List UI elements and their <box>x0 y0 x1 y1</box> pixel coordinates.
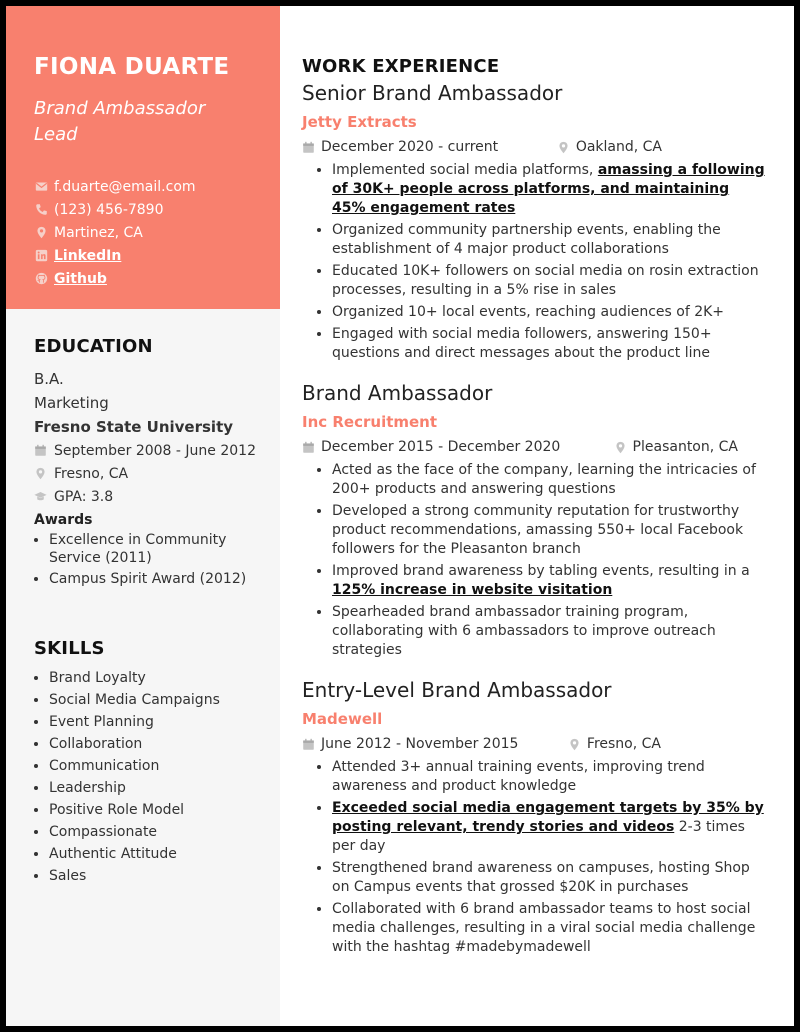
degree: B.A. <box>34 370 64 388</box>
company-name: Jetty Extracts <box>302 113 417 131</box>
work-heading: WORK EXPERIENCE <box>302 56 500 77</box>
email-text[interactable]: f.duarte@email.com <box>54 178 196 195</box>
job-title: Brand Ambassador <box>302 381 493 405</box>
phone-icon <box>35 203 48 216</box>
sidebar <box>6 6 280 1026</box>
school-name: Fresno State University <box>34 418 234 436</box>
bullet-highlight: 125% increase in website visitation <box>332 582 613 598</box>
job-location: Oakland, CA <box>575 139 662 155</box>
contact-phone[interactable] <box>35 198 196 221</box>
job-bullet: • Acted as the face of the company, learning the intricacies of 200+ products and answering questions <box>332 461 766 499</box>
job-bullets <box>302 161 766 363</box>
job-bullets <box>302 758 766 957</box>
skill-item: • Authentic Attitude <box>49 845 274 863</box>
job-entry <box>302 381 766 660</box>
contact-github[interactable] <box>35 267 196 290</box>
github-icon <box>35 272 48 285</box>
job-bullet <box>332 799 766 856</box>
job-dates: December 2015 - December 2020 <box>321 439 561 455</box>
skill-item: • Event Planning <box>49 713 274 731</box>
map-pin-icon <box>568 738 581 751</box>
skills-heading: SKILLS <box>34 638 105 659</box>
job-entry <box>302 81 766 363</box>
contact-email[interactable] <box>35 175 196 198</box>
candidate-title: Brand Ambassador Lead <box>34 98 206 145</box>
map-pin-icon <box>614 441 627 454</box>
bullet-highlight: Exceeded social media engagement targets by 35% by posting relevant, trendy stories and videos <box>332 800 764 835</box>
education-section <box>34 336 274 591</box>
header-block <box>6 6 280 309</box>
contact-linkedin[interactable] <box>35 244 196 267</box>
company-name: Inc Recruitment <box>302 413 438 431</box>
job-bullet: • Developed a strong community reputation for trustworthy product recommendations, amassing 550+ local Facebook followers for the Pleasanton branch <box>332 502 766 559</box>
awards-list <box>34 531 274 588</box>
job-dates: December 2020 - current <box>321 139 499 155</box>
job-bullet: • Organized 10+ local events, reaching audiences of 2K+ <box>332 303 766 322</box>
calendar-icon <box>302 441 315 454</box>
envelope-icon <box>35 180 48 193</box>
skill-item: • Communication <box>49 757 274 775</box>
job-bullet: • Educated 10K+ followers on social media on rosin extraction processes, resulting in a 5% rise in sales <box>332 262 766 300</box>
job-bullet: • Organized community partnership events, enabling the establishment of 4 major product collaborations <box>332 221 766 259</box>
job-bullets <box>302 461 766 660</box>
location-text: Martinez, CA <box>54 224 143 241</box>
field-of-study: Marketing <box>34 394 109 412</box>
skill-item: • Compassionate <box>49 823 274 841</box>
education-gpa: GPA: 3.8 <box>54 488 114 505</box>
job-location-wrap <box>568 736 661 752</box>
skill-item: • Social Media Campaigns <box>49 691 274 709</box>
candidate-name: FIONA DUARTE <box>34 54 230 80</box>
education-dates: September 2008 - June 2012 <box>54 442 256 459</box>
job-location-wrap <box>614 439 738 455</box>
company-name: Madewell <box>302 710 383 728</box>
education-location-row <box>34 462 274 485</box>
bullet-text: Implemented social media platforms, <box>332 162 598 178</box>
job-location: Fresno, CA <box>586 736 661 752</box>
education-gpa-row <box>34 485 274 508</box>
contact-list <box>35 175 196 290</box>
job-bullet: • Spearheaded brand ambassador training program, collaborating with 6 ambassadors to improve outreach strategies <box>332 603 766 660</box>
skill-item: • Positive Role Model <box>49 801 274 819</box>
education-location: Fresno, CA <box>54 465 129 482</box>
skills-list <box>34 669 274 885</box>
calendar-icon <box>302 738 315 751</box>
job-meta <box>302 735 766 753</box>
job-bullet: • Strengthened brand awareness on campuses, hosting Shop on Campus events that grossed $20K in purchases <box>332 859 766 897</box>
contact-location <box>35 221 196 244</box>
job-location-wrap <box>557 139 662 155</box>
education-dates-row <box>34 439 274 462</box>
job-dates: June 2012 - November 2015 <box>321 736 519 752</box>
award-item: • Campus Spirit Award (2012) <box>49 570 274 588</box>
map-pin-icon <box>34 467 47 480</box>
skills-section <box>34 638 274 889</box>
map-pin-icon <box>35 226 48 239</box>
phone-text: (123) 456-7890 <box>54 201 164 218</box>
linkedin-icon <box>35 249 48 262</box>
job-bullet <box>332 562 766 600</box>
map-pin-icon <box>557 141 570 154</box>
job-bullet: • Engaged with social media followers, answering 150+ questions and direct messages about the product line <box>332 325 766 363</box>
linkedin-link[interactable]: LinkedIn <box>54 247 122 264</box>
skill-item: • Leadership <box>49 779 274 797</box>
job-bullet: • Attended 3+ annual training events, improving trend awareness and product knowledge <box>332 758 766 796</box>
work-experience-section <box>302 56 766 975</box>
github-link[interactable]: Github <box>54 270 107 287</box>
bullet-highlight: amassing a following of 30K+ people across platforms, and maintaining 45% engagement rates <box>332 162 765 216</box>
education-heading: EDUCATION <box>34 336 153 357</box>
award-item: • Excellence in Community Service (2011) <box>49 531 274 567</box>
bullet-text: 2-3 times per day <box>332 819 745 854</box>
resume-page <box>6 6 794 1026</box>
awards-heading: Awards <box>34 512 93 528</box>
job-title: Entry-Level Brand Ambassador <box>302 678 612 702</box>
skill-item: • Collaboration <box>49 735 274 753</box>
calendar-icon <box>34 444 47 457</box>
job-entry <box>302 678 766 957</box>
skill-item: • Sales <box>49 867 274 885</box>
bullet-text: Improved brand awareness by tabling events, resulting in a <box>332 563 750 579</box>
graduation-cap-icon <box>34 490 47 503</box>
job-meta <box>302 438 766 456</box>
job-bullet: • Collaborated with 6 brand ambassador teams to host social media challenges, resulting in a viral social media challenge with the hashtag #madebymadewell <box>332 900 766 957</box>
job-bullet <box>332 161 766 218</box>
skill-item: • Brand Loyalty <box>49 669 274 687</box>
job-title: Senior Brand Ambassador <box>302 81 563 105</box>
job-meta <box>302 138 766 156</box>
calendar-icon <box>302 141 315 154</box>
job-location: Pleasanton, CA <box>632 439 738 455</box>
